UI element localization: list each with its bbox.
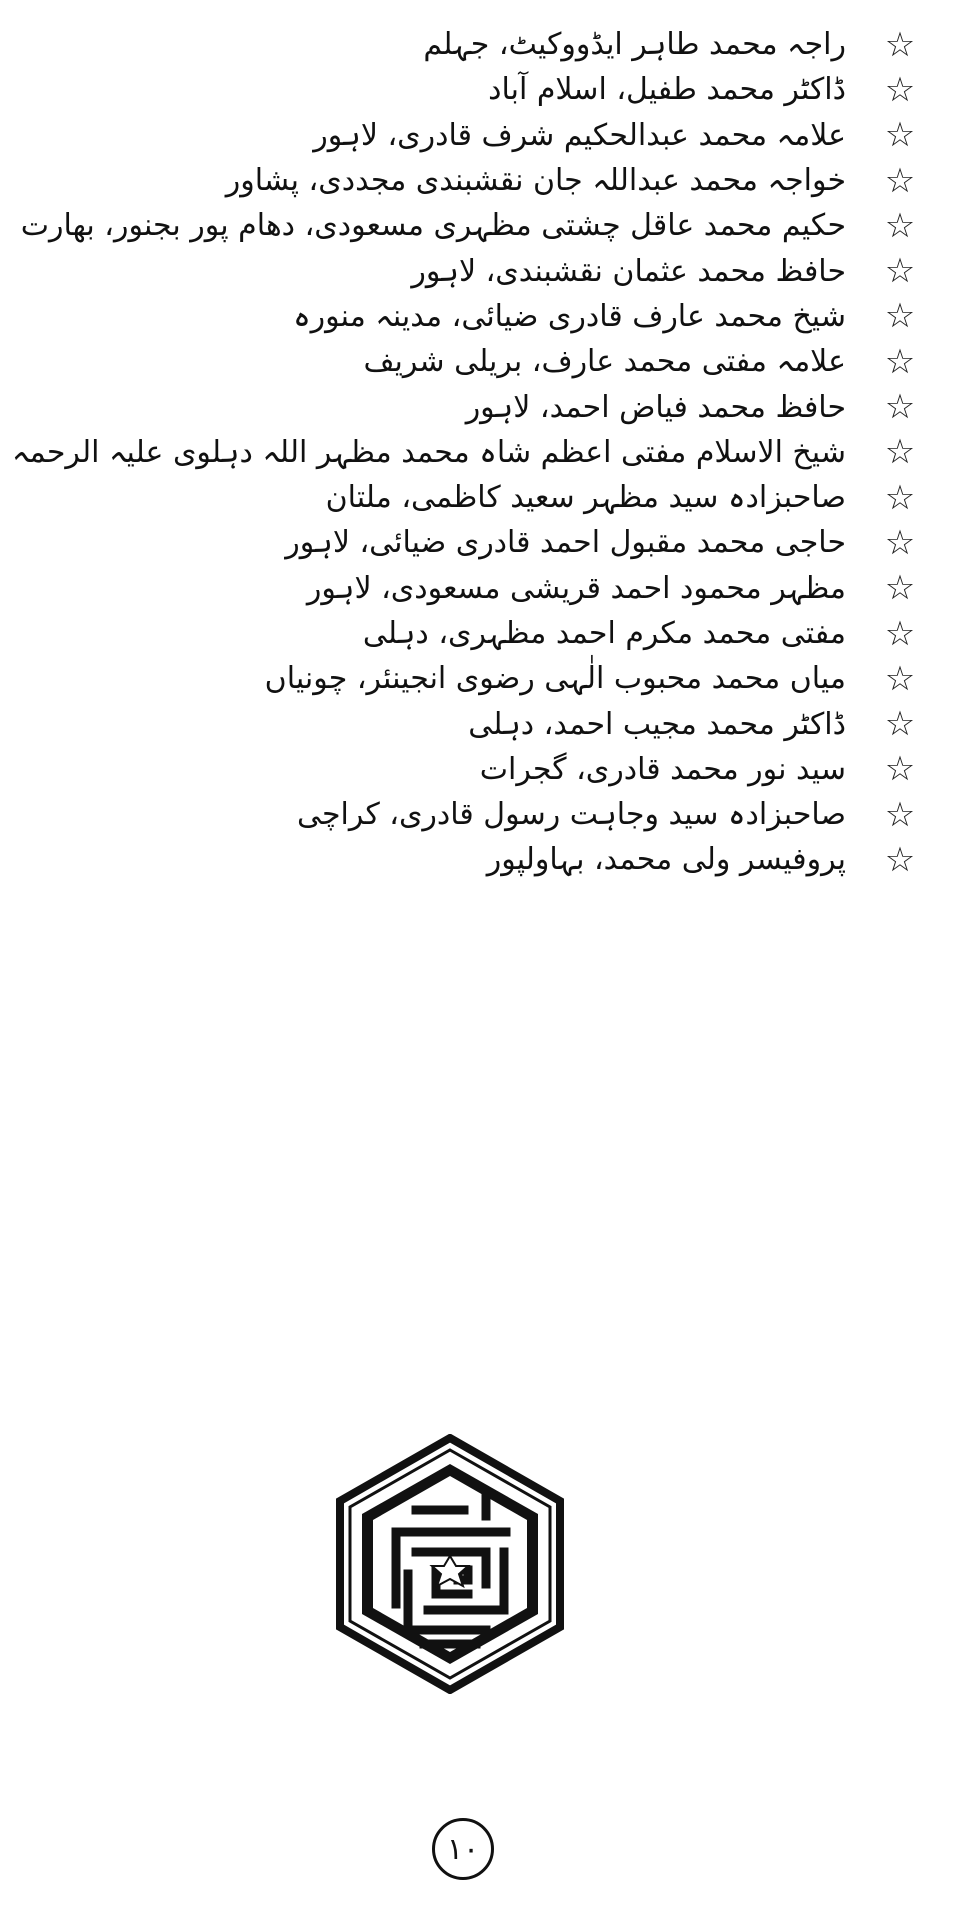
list-item-text: علامہ محمد عبدالحکیم شرف قادری، لاہور bbox=[313, 117, 846, 153]
list-item-text: حکیم محمد عاقل چشتی مظہری مسعودی، دھام پور بجنور، بھارت bbox=[20, 208, 846, 244]
list-item bbox=[20, 475, 940, 520]
list-item bbox=[20, 248, 940, 293]
list-item bbox=[20, 294, 940, 339]
list-item-text: حافظ محمد فیاض احمد، لاہور bbox=[465, 389, 846, 425]
star-bullet-icon: ☆ bbox=[884, 205, 916, 246]
list-item bbox=[20, 837, 940, 882]
list-item bbox=[20, 67, 940, 112]
star-bullet-icon: ☆ bbox=[884, 387, 916, 428]
list-item bbox=[20, 701, 940, 746]
list-item bbox=[20, 520, 940, 565]
star-bullet-icon: ☆ bbox=[884, 794, 916, 835]
page-number: ۱۰ bbox=[432, 1818, 494, 1880]
star-bullet-icon: ☆ bbox=[884, 749, 916, 790]
list-item bbox=[20, 203, 940, 248]
list-item bbox=[20, 566, 940, 611]
star-bullet-icon: ☆ bbox=[884, 160, 916, 201]
names-list bbox=[11, 22, 940, 883]
star-bullet-icon: ☆ bbox=[884, 613, 916, 654]
star-bullet-icon: ☆ bbox=[884, 115, 916, 156]
list-item-text: پروفیسر ولی محمد، بہاولپور bbox=[486, 842, 846, 878]
list-item-text: مفتی محمد مکرم احمد مظہری، دہلی bbox=[362, 616, 846, 651]
star-bullet-icon: ☆ bbox=[884, 568, 916, 609]
star-bullet-icon: ☆ bbox=[884, 432, 916, 473]
list-item-text: حاجی محمد مقبول احمد قادری ضیائی، لاہور bbox=[285, 525, 846, 561]
star-bullet-icon: ☆ bbox=[884, 341, 916, 382]
list-item bbox=[20, 22, 940, 67]
list-item-text: میاں محمد محبوب الٰہی رضوی انجینئر، چونیاں bbox=[264, 661, 846, 697]
list-item bbox=[20, 656, 940, 701]
star-bullet-icon: ☆ bbox=[884, 522, 916, 563]
list-item bbox=[20, 339, 940, 384]
list-item bbox=[20, 113, 940, 158]
list-item-text: سید نور محمد قادری، گجرات bbox=[479, 751, 846, 787]
star-bullet-icon: ☆ bbox=[884, 658, 916, 699]
star-bullet-icon: ☆ bbox=[884, 477, 916, 518]
list-item bbox=[20, 747, 940, 792]
list-item-text: شیخ الاسلام مفتی اعظم شاہ محمد مظہر اللہ دہلوی علیہ الرحمہ bbox=[11, 434, 846, 470]
list-item bbox=[11, 430, 940, 475]
list-item-text: راجہ محمد طاہر ایڈووکیٹ، جہلم bbox=[423, 27, 846, 63]
list-item-text: حافظ محمد عثمان نقشبندی، لاہور bbox=[411, 253, 846, 289]
star-bullet-icon: ☆ bbox=[884, 296, 916, 337]
star-bullet-icon: ☆ bbox=[884, 69, 916, 110]
list-item bbox=[20, 611, 940, 656]
list-item-text: صاحبزادہ سید وجاہت رسول قادری، کراچی bbox=[297, 797, 846, 833]
list-item-text: صاحبزادہ سید مظہر سعید کاظمی، ملتان bbox=[325, 480, 846, 516]
list-item bbox=[20, 384, 940, 429]
kufic-hexagon-emblem-icon bbox=[336, 1434, 564, 1694]
star-bullet-icon: ☆ bbox=[884, 251, 916, 292]
list-item-text: ڈاکٹر محمد طفیل، اسلام آباد bbox=[488, 72, 846, 108]
star-bullet-icon: ☆ bbox=[884, 704, 916, 745]
list-item-text: خواجہ محمد عبداللہ جان نقشبندی مجددی، پشاور bbox=[225, 163, 846, 199]
star-bullet-icon: ☆ bbox=[884, 839, 916, 880]
list-item-text: علامہ مفتی محمد عارف، بریلی شریف bbox=[363, 344, 846, 380]
list-item-text: شیخ محمد عارف قادری ضیائی، مدینہ منورہ bbox=[293, 298, 846, 334]
star-bullet-icon: ☆ bbox=[884, 24, 916, 65]
list-item bbox=[20, 158, 940, 203]
list-item-text: ڈاکٹر محمد مجیب احمد، دہلی bbox=[468, 706, 846, 742]
list-item bbox=[20, 792, 940, 837]
list-item-text: مظہر محمود احمد قریشی مسعودی، لاہور bbox=[306, 570, 846, 606]
